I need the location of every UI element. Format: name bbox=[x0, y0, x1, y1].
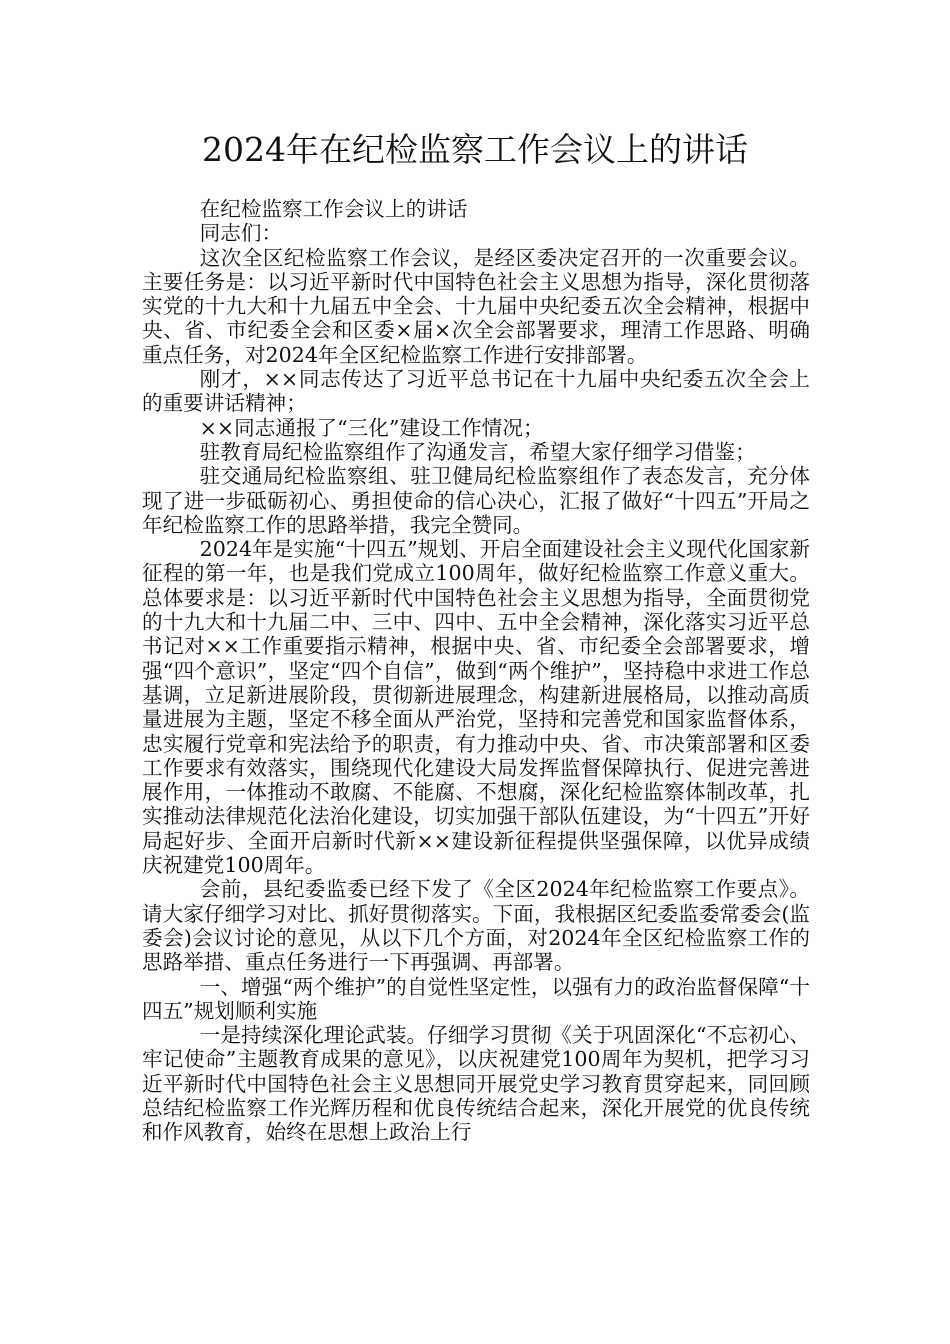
body-paragraph: 2024年是实施“十四五”规划、开启全面建设社会主义现代化国家新征程的第一年，也是我们党成立100周年，做好纪检监察工作意义重大。总体要求是：以习近平新时代中国特色社会主义思想为指导，全面贯彻党的十九大和十九届二中、三中、四中、五中全会精神，深化落实习近平总书记对××工作重要指示精神，根据中央、省、市纪委全会部署要求，增强“四个意识”，坚定“四个自信”，做到“两个维护”，坚持稳中求进工作总基调，立足新进展阶段，贯彻新进展理念，构建新进展格局，以推动高质量进展为主题，坚定不移全面从严治党，坚持和完善党和国家监督体系，忠实履行党章和宪法给予的职责，有力推动中央、省、市决策部署和区委工作要求有效落实，围绕现代化建设大局发挥监督保障执行、促进完善进展作用，一体推动不敢腐、不能腐、不想腐，深化纪检监察体制改革，扎实推动法律规范化法治化建设，切实加强干部队伍建设，为“十四五”开好局起好步、全面开启新时代新××建设新征程提供坚强保障，以优异成绩庆祝建党100周年。 bbox=[142, 537, 810, 878]
body-paragraph: 会前，县纪委监委已经下发了《全区2024年纪检监察工作要点》。请大家仔细学习对比、抓好贯彻落实。下面，我根据区纪委监委常委会(监委会)会议讨论的意见，从以下几个方面，对2024年全区纪检监察工作的思路举措、重点任务进行一下再强调、再部署。 bbox=[142, 877, 810, 975]
subtitle-paragraph: 在纪检监察工作会议上的讲话 bbox=[199, 197, 468, 221]
document-body bbox=[142, 197, 810, 1145]
body-paragraph: 刚才，××同志传达了习近平总书记在十九届中央纪委五次全会上的重要讲话精神； bbox=[142, 367, 810, 416]
body-paragraph: 驻教育局纪检监察组作了沟通发言，希望大家仔细学习借鉴； bbox=[199, 439, 756, 464]
document-title: 2024年在纪检监察工作会议上的讲话 bbox=[202, 130, 748, 169]
body-paragraph: 驻交通局纪检监察组、驻卫健局纪检监察组作了表态发言，充分体现了进一步砥砺初心、勇担使命的信心决心，汇报了做好“十四五”开局之年纪检监察工作的思路举措，我完全赞同。 bbox=[142, 464, 810, 537]
section-heading: 一、增强“两个维护”的自觉性坚定性，以强有力的政治监督保障“十四五”规划顺利实施 bbox=[142, 974, 810, 1023]
body-paragraph: 一是持续深化理论武装。仔细学习贯彻《关于巩固深化“不忘初心、牢记使命”主题教育成果的意见》，以庆祝建党100周年为契机，把学习习近平新时代中国特色社会主义思想同开展党史学习教育贯穿起来，同回顾总结纪检监察工作光辉历程和优良传统结合起来，深化开展党的优良传统和作风教育，始终在思想上政治上行 bbox=[142, 1023, 810, 1145]
body-paragraph: 这次全区纪检监察工作会议，是经区委决定召开的一次重要会议。主要任务是：以习近平新时代中国特色社会主义思想为指导，深化贯彻落实党的十九大和十九届五中全会、十九届中央纪委五次全会精神，根据中央、省、市纪委全会和区委×届×次全会部署要求，理清工作思路、明确重点任务，对2024年全区纪检监察工作进行安排部署。 bbox=[142, 245, 810, 367]
body-paragraph: ××同志通报了“三化”建设工作情况； bbox=[199, 415, 544, 440]
salutation-paragraph: 同志们： bbox=[199, 221, 283, 246]
